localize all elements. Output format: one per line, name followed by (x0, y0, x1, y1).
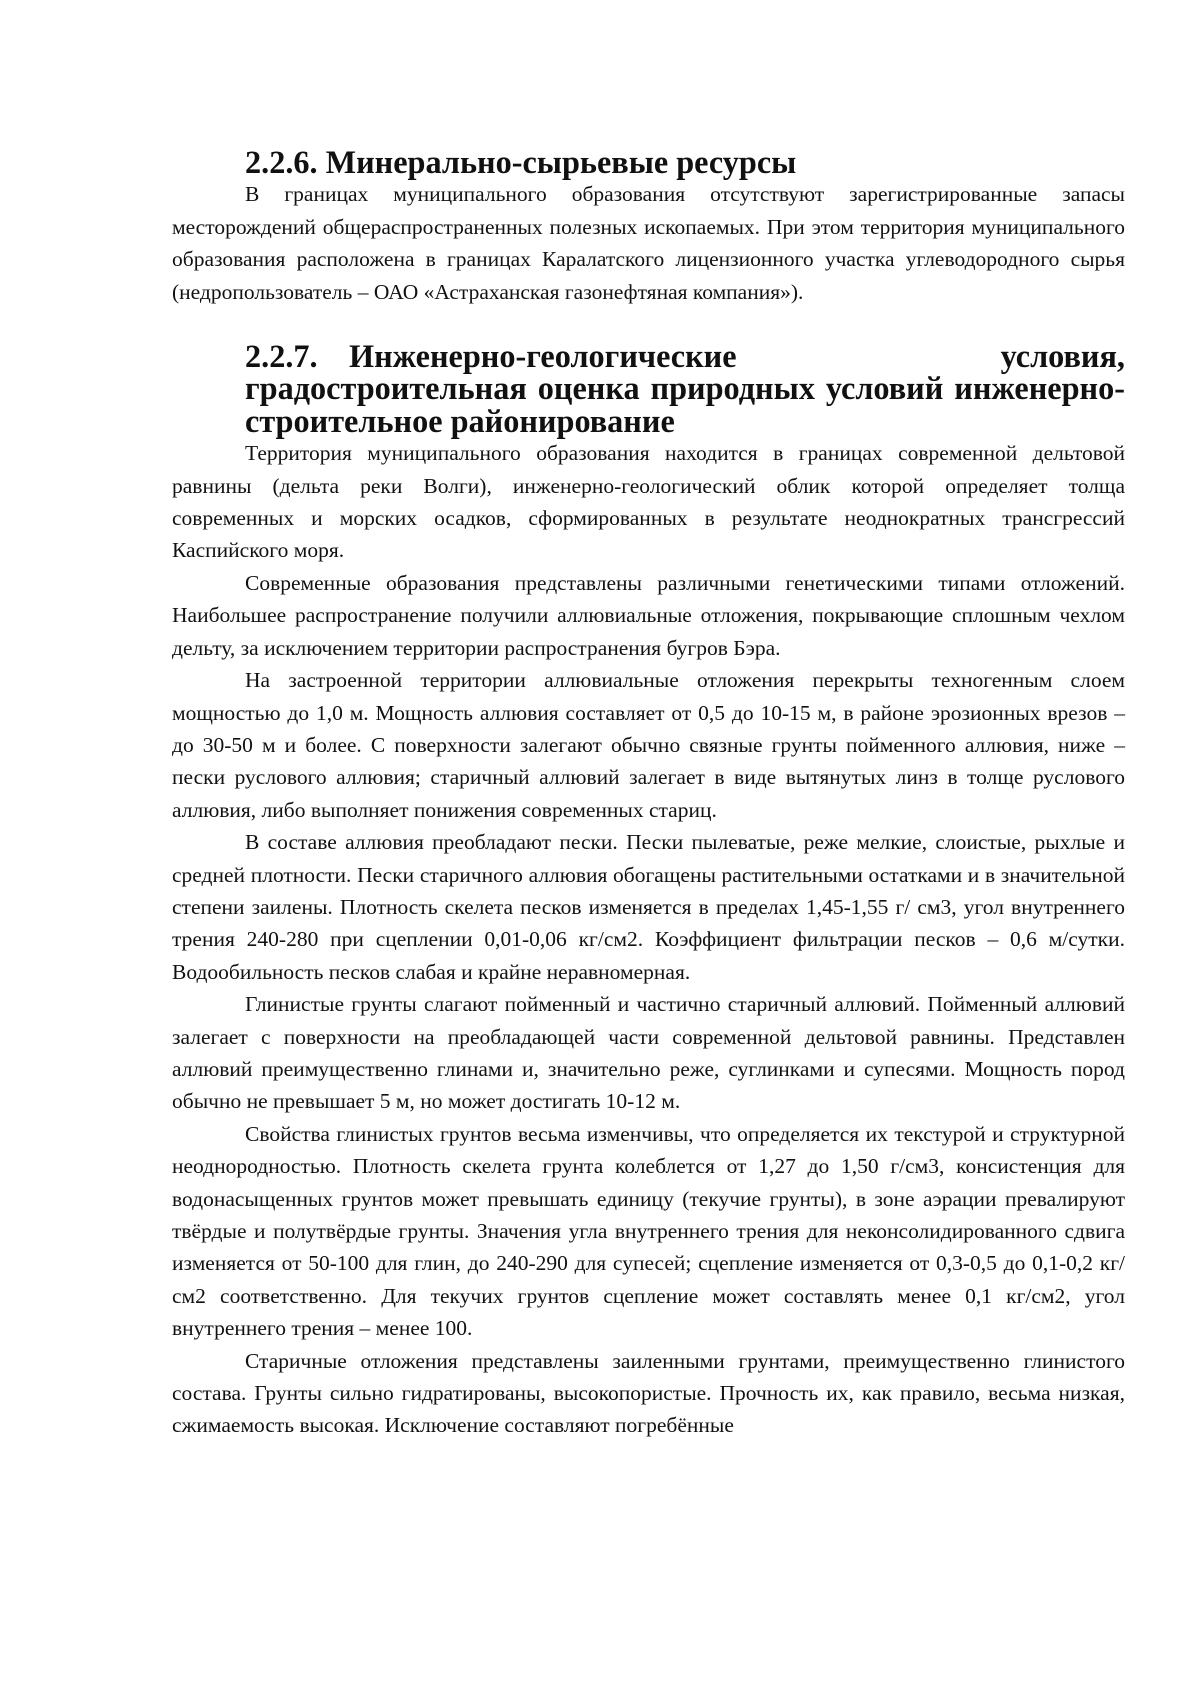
paragraph: Старичные отложения представлены заиленными грунтами, преимущественно глинистого состава. Грунты сильно гидратированы, высокопористые. Прочность их, как правило, весьма низкая, сжимаемость высокая. Исключение составляют погребённые (172, 1348, 1125, 1438)
paragraph: На застроенной территории аллювиальные отложения перекрыты техногенным слоем мощностью до 1,0 м. Мощность аллювия составляет от 0,5 до 10-15 м, в районе эрозионных врезов – до 30-50 м и более. С поверхности залегают обычно связные грунты пойменного аллювия, ниже – пески руслового аллювия; старичный аллювий залегает в виде вытянутых линз в толще руслового аллювия, либо выполняет понижения современных стариц. (172, 668, 1125, 822)
paragraph: Современные образования представлены различными генетическими типами отложений. Наибольшее распространение получили аллювиальные отложения, покрывающие сплошным чехлом дельту, за исключением территории распространения бугров Бэра. (172, 570, 1125, 660)
section-heading-226: 2.2.6. Минерально-сырьевые ресурсы (245, 144, 797, 180)
section-heading-text: Инженерно-геологические условия, градостроительная оценка природных условий инженерно-строительное районирование (245, 338, 1125, 439)
paragraph: В составе аллювия преобладают пески. Пески пылеватые, реже мелкие, слоистые, рыхлые и средней плотности. Пески старичного аллювия обогащены растительными остатками и в значительной степени заилены. Плотность скелета песков изменяется в пределах 1,45-1,55 г/ см3, угол внутреннего трения 240-280 при сцеплении 0,01-0,06 кг/см2. Коэффициент фильтрации песков – 0,6 м/сутки. Водообильность песков слабая и крайне неравномерная. (172, 830, 1125, 984)
paragraph: Глинистые грунты слагают пойменный и частично старичный аллювий. Пойменный аллювий залегает с поверхности на преобладающей части современной дельтовой равнины. Представлен аллювий преимущественно глинами и, значительно реже, суглинками и супесями. Мощность пород обычно не превышает 5 м, но может достигать 10-12 м. (172, 992, 1125, 1114)
paragraph: В границах муниципального образования отсутствуют зарегистрированные запасы месторождений общераспространенных полезных ископаемых. При этом территория муниципального образования расположена в границах Каралатского лицензионного участка углеводородного сырья (недропользователь – ОАО «Астраханская газонефтяная компания»). (172, 182, 1125, 304)
document-page (172, 146, 1125, 1442)
section-number: 2.2.7. (245, 338, 318, 375)
paragraph: Свойства глинистых грунтов весьма изменчивы, что определяется их текстурой и структурной неоднородностью. Плотность скелета грунта колеблется от 1,27 до 1,50 г/см3, консистенция для водонасыщенных грунтов может превышать единицу (текучие грунты), в зоне аэрации превалируют твёрдые и полутвёрдые грунты. Значения угла внутреннего трения для неконсолидированного сдвига изменяется от 50-100 для глин, до 240-290 для супесей; сцепление изменяется от 0,3-0,5 до 0,1-0,2 кг/см2 соответственно. Для текучих грунтов сцепление может составлять менее 0,1 кг/см2, угол внутреннего трения – менее 100. (172, 1121, 1125, 1341)
paragraph: Территория муниципального образования находится в границах современной дельтовой равнины (дельта реки Волги), инженерно-геологический облик которой определяет толща современных и морских осадков, сформированных в результате неоднократных трансгрессий Каспийского моря. (172, 441, 1125, 563)
section-heading-227 (172, 340, 1125, 437)
